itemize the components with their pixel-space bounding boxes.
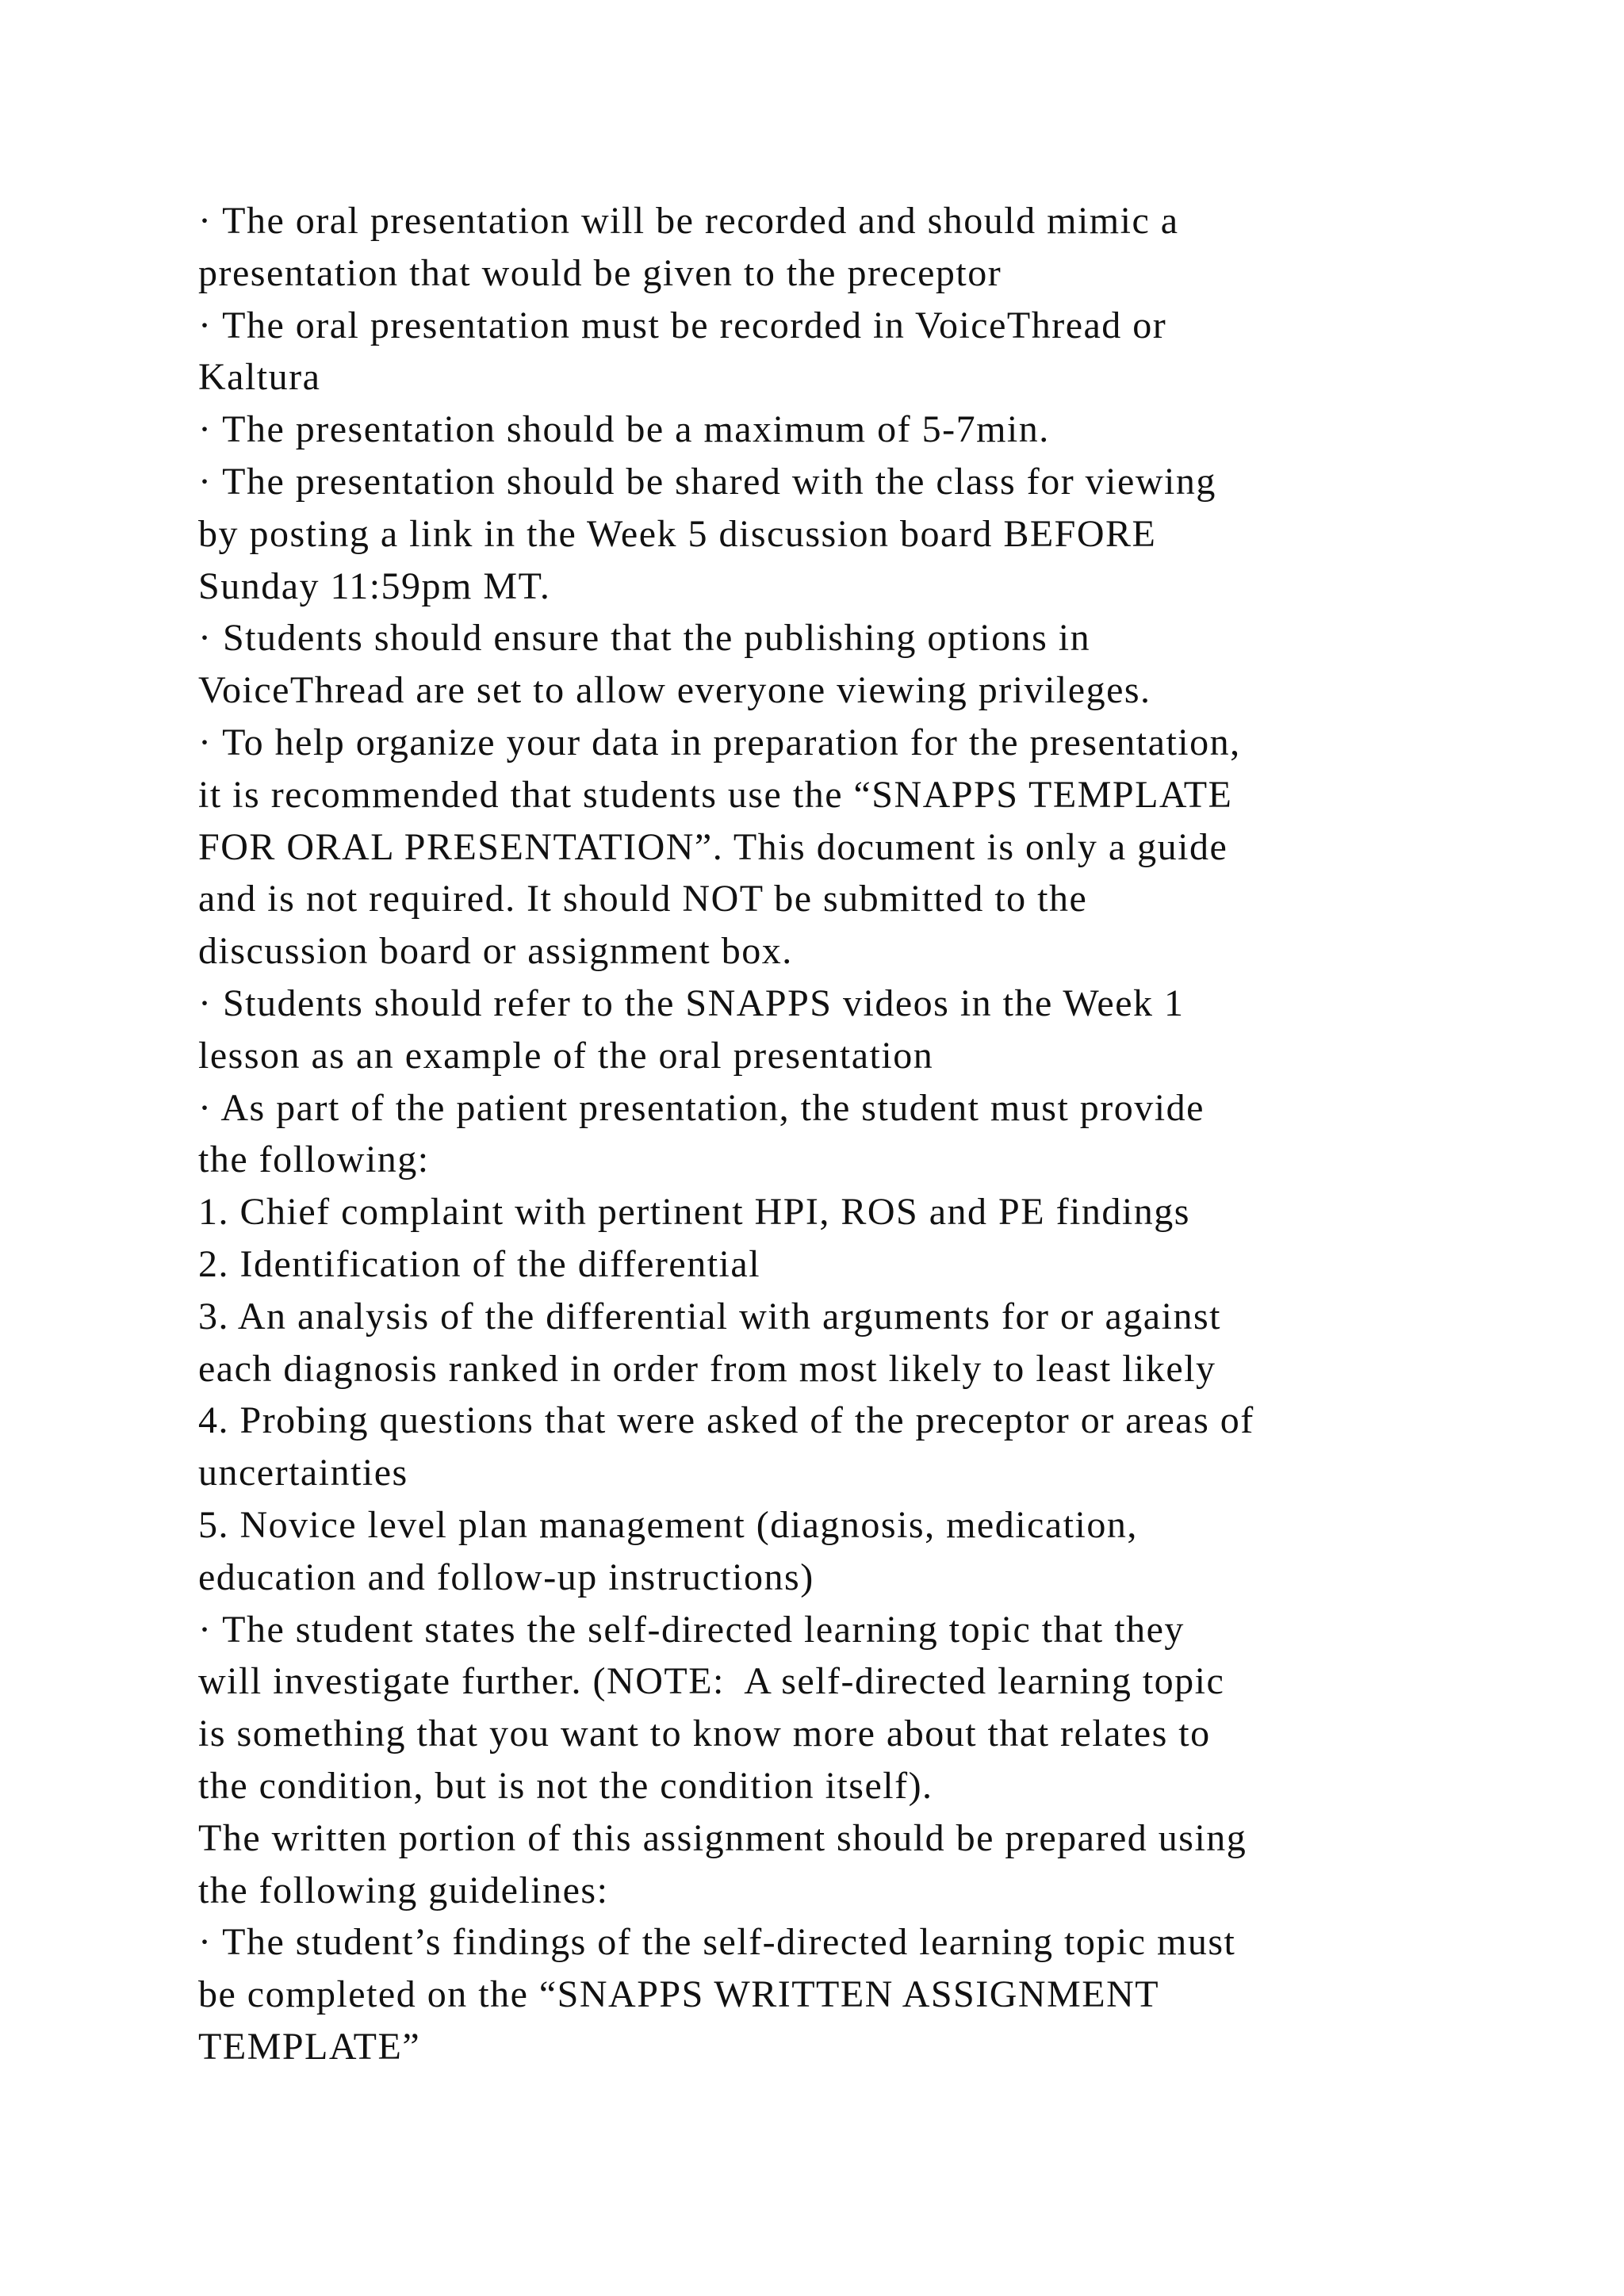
text-line: · The presentation should be a maximum of 5-7min.: [198, 408, 1050, 451]
text-line: · The student’s findings of the self-directed learning topic must: [198, 1921, 1236, 1964]
text-line: 5. Novice level plan management (diagnosis, medication,: [198, 1503, 1138, 1546]
text-line: 3. An analysis of the differential with arguments for or against: [198, 1295, 1221, 1337]
text-line: · Students should refer to the SNAPPS videos in the Week 1: [198, 982, 1185, 1024]
text-line: Sunday 11:59pm MT.: [198, 564, 551, 607]
text-line: each diagnosis ranked in order from most likely to least likely: [198, 1347, 1216, 1390]
text-line: · The student states the self-directed learning topic that they: [198, 1608, 1185, 1651]
text-line: education and follow-up instructions): [198, 1556, 814, 1598]
text-line: be completed on the “SNAPPS WRITTEN ASSIGNMENT: [198, 1973, 1160, 2016]
text-line: it is recommended that students use the “SNAPPS TEMPLATE: [198, 773, 1233, 816]
text-line: · As part of the patient presentation, the student must provide: [198, 1086, 1205, 1129]
text-line: 4. Probing questions that were asked of the preceptor or areas of: [198, 1399, 1254, 1442]
text-line: FOR ORAL PRESENTATION”. This document is only a guide: [198, 825, 1228, 868]
text-line: discussion board or assignment box.: [198, 930, 793, 973]
text-line: lesson as an example of the oral presentation: [198, 1034, 934, 1077]
text-line: the following guidelines:: [198, 1869, 609, 1911]
text-line: is something that you want to know more about that relates to: [198, 1712, 1211, 1755]
text-line: uncertainties: [198, 1452, 408, 1494]
text-line: Kaltura: [198, 356, 321, 399]
text-line: by posting a link in the Week 5 discussion board BEFORE: [198, 512, 1157, 555]
text-line: · The presentation should be shared with the class for viewing: [198, 460, 1216, 503]
text-line: the following:: [198, 1138, 430, 1181]
text-line: and is not required. It should NOT be submitted to the: [198, 878, 1088, 920]
text-line: The written portion of this assignment should be prepared using: [198, 1816, 1247, 1859]
text-line: · To help organize your data in preparation for the presentation,: [198, 721, 1241, 763]
text-line: TEMPLATE”: [198, 2025, 421, 2068]
text-line: VoiceThread are set to allow everyone viewing privileges.: [198, 669, 1151, 712]
text-line: 2. Identification of the differential: [198, 1242, 761, 1285]
text-line: presentation that would be given to the preceptor: [198, 251, 1002, 294]
text-line: 1. Chief complaint with pertinent HPI, ROS and PE findings: [198, 1191, 1190, 1234]
text-line: · Students should ensure that the publishing options in: [198, 617, 1091, 660]
text-line: the condition, but is not the condition itself).: [198, 1764, 933, 1807]
text-line: will investigate further. (NOTE: A self-directed learning topic: [198, 1660, 1225, 1703]
document-body: [198, 195, 1499, 2073]
text-line: · The oral presentation must be recorded in VoiceThread or: [198, 304, 1167, 346]
text-line: · The oral presentation will be recorded and should mimic a: [198, 200, 1179, 242]
